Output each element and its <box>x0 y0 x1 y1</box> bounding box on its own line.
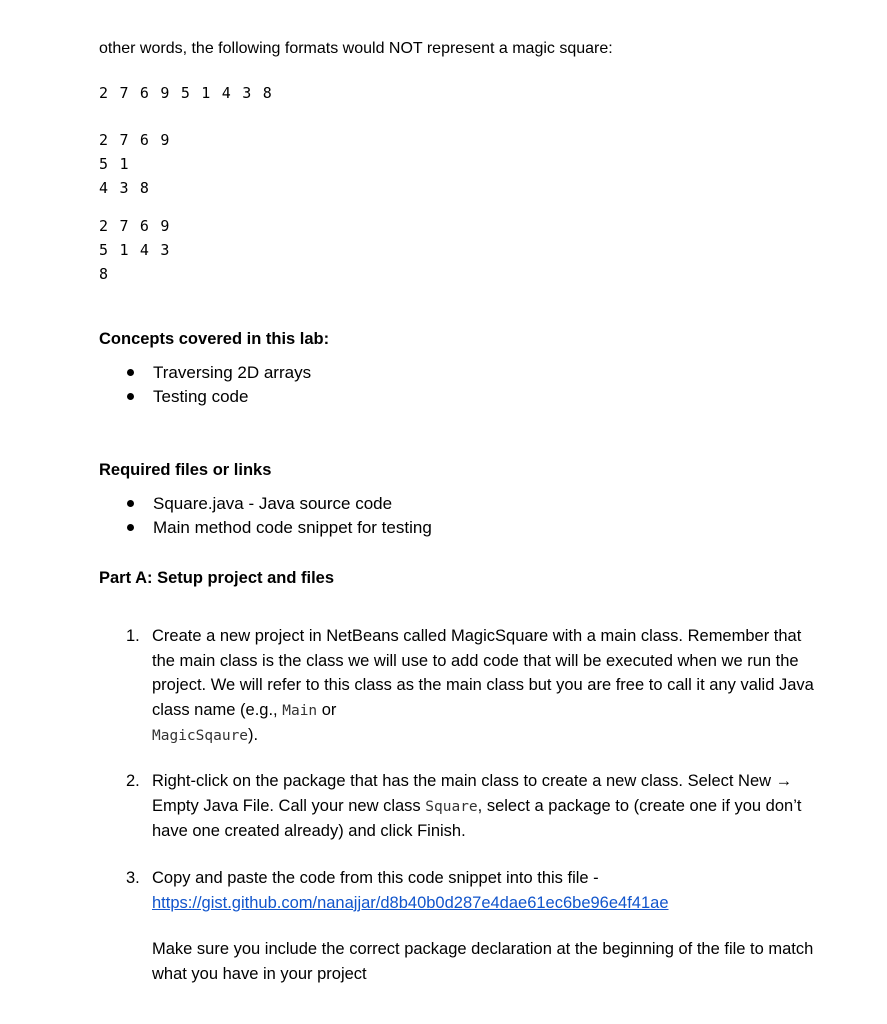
step-number: 2. <box>126 772 140 790</box>
step-body <box>152 624 816 749</box>
list-item: Main method code snippet for testing <box>126 516 432 540</box>
step-text: Right-click on the package that has the main class to create a new class. Select New → Empty Java File. Call your new class <box>152 772 793 815</box>
list-item: Traversing 2D arrays <box>126 361 311 385</box>
intro-text: other words, the following formats would NOT represent a magic square: <box>99 40 613 57</box>
step-text: Create a new project in NetBeans called MagicSquare with a main class. Remember that the main class is the class we will use to add code that will be executed when we run the project. We will refer to this class as the main class but you are free to call it any valid Java class name (e.g., <box>152 627 814 719</box>
concepts-heading: Concepts covered in this lab: <box>99 330 330 348</box>
step-3 <box>126 866 816 986</box>
format-block-3-row: 8 <box>99 265 110 283</box>
format-line-1: 2 7 6 9 5 1 4 3 8 <box>99 84 273 102</box>
format-block-2-row: 4 3 8 <box>99 179 151 197</box>
required-list <box>126 492 432 539</box>
step-text-mid: or <box>321 700 337 719</box>
code-magicsqaure: MagicSqaure <box>152 728 249 744</box>
code-square: Square <box>425 798 478 815</box>
step-note: Make sure you include the correct package declaration at the beginning of the file to match what you have in your project <box>152 940 814 983</box>
step-2 <box>126 769 816 844</box>
step-text-end: , select a package to (create one if you don’t have one created already) and click Finish. <box>152 796 802 840</box>
format-block-3 <box>99 214 171 286</box>
step-body <box>152 769 816 844</box>
list-item: Square.java - Java source code <box>126 492 432 516</box>
code-main: Main <box>282 702 318 719</box>
step-text-end: ). <box>248 726 259 744</box>
step-number: 1. <box>126 627 140 645</box>
format-block-2-row: 2 7 6 9 <box>99 131 171 149</box>
format-block-3-row: 2 7 6 9 <box>99 217 171 235</box>
format-block-2-row: 5 1 <box>99 155 130 173</box>
format-block-2 <box>99 128 171 200</box>
step-number: 3. <box>126 869 140 887</box>
step-1 <box>126 624 816 749</box>
required-heading: Required files or links <box>99 461 272 479</box>
concepts-list <box>126 361 311 408</box>
step-text: Copy and paste the code from this code snippet into this file - <box>152 869 599 887</box>
step-body <box>152 866 816 986</box>
list-item: Testing code <box>126 385 311 409</box>
format-block-3-row: 5 1 4 3 <box>99 241 171 259</box>
part-a-heading: Part A: Setup project and files <box>99 569 335 587</box>
gist-link[interactable]: https://gist.github.com/nanajjar/d8b40b0d287e4dae61ec6be96e4f41ae <box>152 893 669 912</box>
